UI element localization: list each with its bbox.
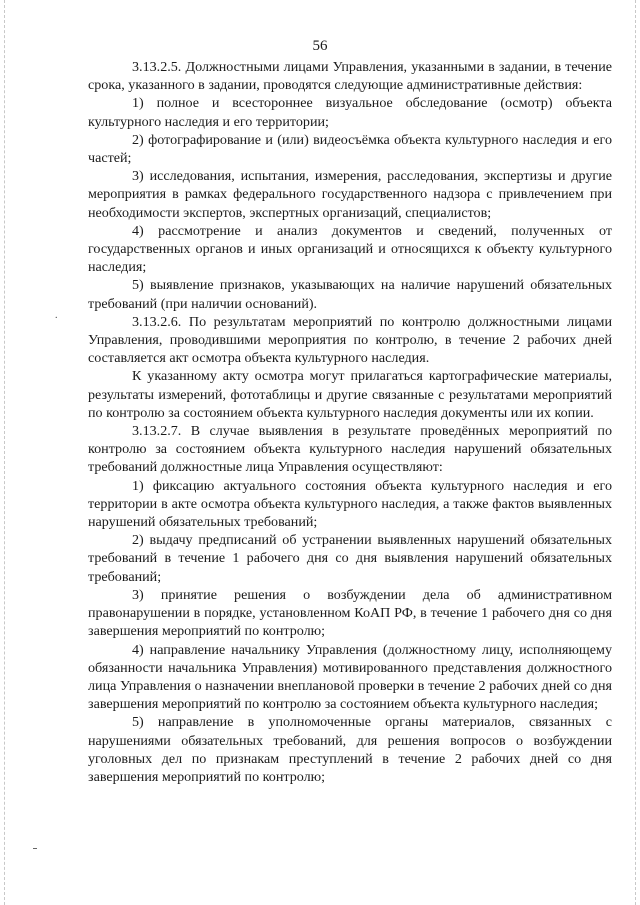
scan-edge-right [635, 0, 637, 905]
paragraph-3-13-2-5: 3.13.2.5. Должностными лицами Управления, указанными в задании, в течение срока, указанного в задании, проводятся следующие административные действия: [88, 59, 612, 94]
scan-mark [33, 848, 37, 849]
list-item-5: 5) выявление признаков, указывающих на наличие нарушений обязательных требований (при наличии оснований). [88, 277, 612, 312]
document-body [88, 58, 612, 786]
page-number: 56 [312, 38, 328, 54]
list-item-4: 4) рассмотрение и анализ документов и сведений, полученных от государственных органов и иных организаций и относящихся к объекту культурного наследия; [88, 222, 612, 276]
action-item-5: 5) направление в уполномоченные органы материалов, связанных с нарушениями обязательных требований, для решения вопросов о возбуждении уголовных дел по признакам преступлений в течение 2 рабочих дней со дня завершения мероприятий по контролю; [88, 714, 612, 785]
scan-speck: . [55, 310, 58, 321]
paragraph-inspection-act-attachments: К указанному акту осмотра могут прилагаться картографические материалы, результаты измерений, фототаблицы и другие связанные с результатами мероприятий по контролю за состоянием объекта культурного наследия документы или их копии. [88, 368, 612, 421]
action-item-3: 3) принятие решения о возбуждении дела об административном правонарушении в порядке, установленном КоАП РФ, в течение 1 рабочего дня со дня завершения мероприятий по контролю; [88, 586, 612, 640]
action-item-1: 1) фиксацию актуального состояния объекта культурного наследия и его территории в акте осмотра объекта культурного наследия, а также фактов выявленных нарушений обязательных требований; [88, 477, 612, 531]
paragraph-3-13-2-7: 3.13.2.7. В случае выявления в результате проведённых мероприятий по контролю за состоянием объекта культурного наследия нарушений обязательных требований должностные лица Управления осуществляют: [88, 423, 612, 476]
paragraph-3-13-2-6: 3.13.2.6. По результатам мероприятий по контролю должностными лицами Управления, проводившими мероприятия по контролю, в течение 2 рабочих дней составляется акт осмотра объекта культурного наследия. [88, 313, 612, 367]
list-item-1: 1) полное и всестороннее визуальное обследование (осмотр) объекта культурного наследия и его территории; [88, 95, 612, 130]
list-item-2: 2) фотографирование и (или) видеосъёмка объекта культурного наследия и его частей; [88, 131, 612, 167]
list-item-3: 3) исследования, испытания, измерения, расследования, экспертизы и другие мероприятия в рамках федерального государственного надзора с привлечением при необходимости экспертов, экспертных организаций, специалистов; [88, 168, 612, 221]
action-item-2: 2) выдачу предписаний об устранении выявленных нарушений обязательных требований в течение 1 рабочего дня со дня выявления нарушений обязательных требований; [88, 532, 612, 585]
action-item-4: 4) направление начальнику Управления (должностному лицу, исполняющему обязанности начальника Управления) мотивированного представления должностного лица Управления о назначении внеплановой проверки в течение 2 рабочих дней со дня завершения мероприятий по контролю за состоянием объекта культурного наследия; [88, 641, 612, 713]
scan-edge-left [4, 0, 6, 905]
